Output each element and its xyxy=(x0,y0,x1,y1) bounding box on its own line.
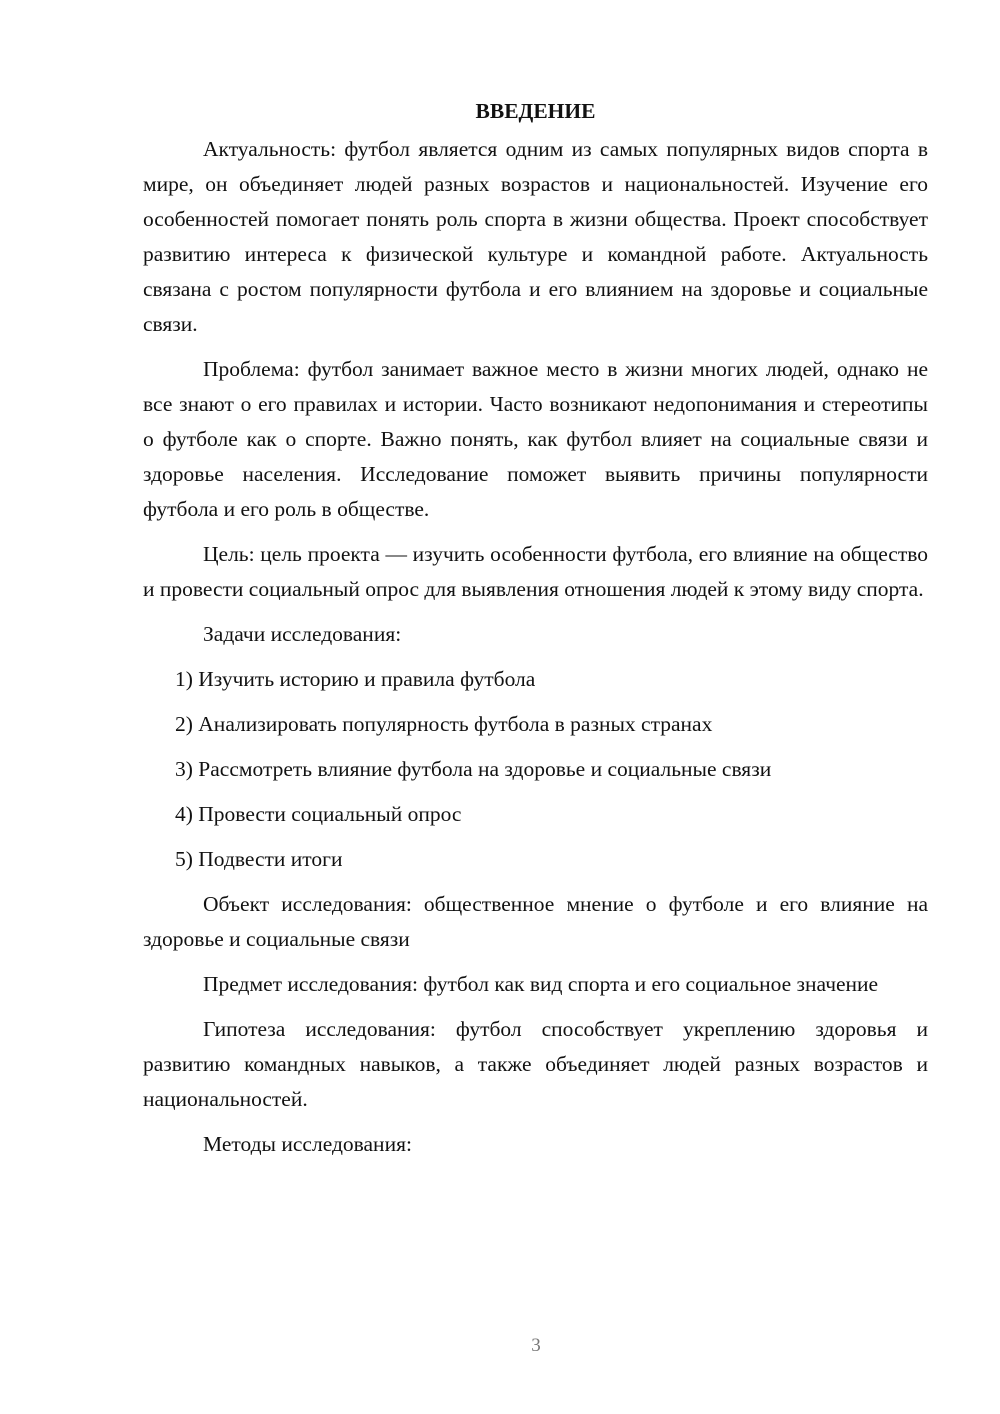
page-number: 3 xyxy=(531,1335,541,1356)
paragraph-subject: Предмет исследования: футбол как вид спорта и его социальное значение xyxy=(203,972,879,996)
list-item: 2) Анализировать популярность футбола в разных странах xyxy=(175,712,713,736)
list-item: 3) Рассмотреть влияние футбола на здоровье и социальные связи xyxy=(175,757,772,781)
list-item: 1) Изучить историю и правила футбола xyxy=(175,667,536,691)
page-content xyxy=(143,96,928,1172)
paragraph-problem: Проблема: футбол занимает важное место в жизни многих людей, однако не все знают о его правилах и истории. Часто возникают недопонимания и стереотипы о футболе как о спорте. Важно понять, как футбол влияет на социальные связи и здоровье населения. Исследование поможет выявить причины популярности футбола и его роль в обществе. xyxy=(143,357,928,521)
tasks-title: Задачи исследования: xyxy=(203,622,402,646)
paragraph-relevance: Актуальность: футбол является одним из самых популярных видов спорта в мире, он объединяет людей разных возрастов и национальностей. Изучение его особенностей помогает понять роль спорта в жизни общества. Проект способствует развитию интереса к физической культуре и командной работе. Актуальность связана с ростом популярности футбола и его влиянием на здоровье и социальные связи. xyxy=(143,137,928,336)
tasks-list xyxy=(143,662,928,877)
paragraph-hypothesis: Гипотеза исследования: футбол способствует укреплению здоровья и развитию командных навыков, а также объединяет людей разных возрастов и национальностей. xyxy=(143,1017,928,1111)
list-item: 5) Подвести итоги xyxy=(175,847,343,871)
paragraph-goal: Цель: цель проекта — изучить особенности футбола, его влияние на общество и провести социальный опрос для выявления отношения людей к этому виду спорта. xyxy=(143,542,928,601)
methods-title: Методы исследования: xyxy=(203,1132,412,1156)
paragraph-object: Объект исследования: общественное мнение о футболе и его влияние на здоровье и социальные связи xyxy=(143,892,928,951)
list-item: 4) Провести социальный опрос xyxy=(175,802,462,826)
section-heading: ВВЕДЕНИЕ xyxy=(475,99,596,123)
